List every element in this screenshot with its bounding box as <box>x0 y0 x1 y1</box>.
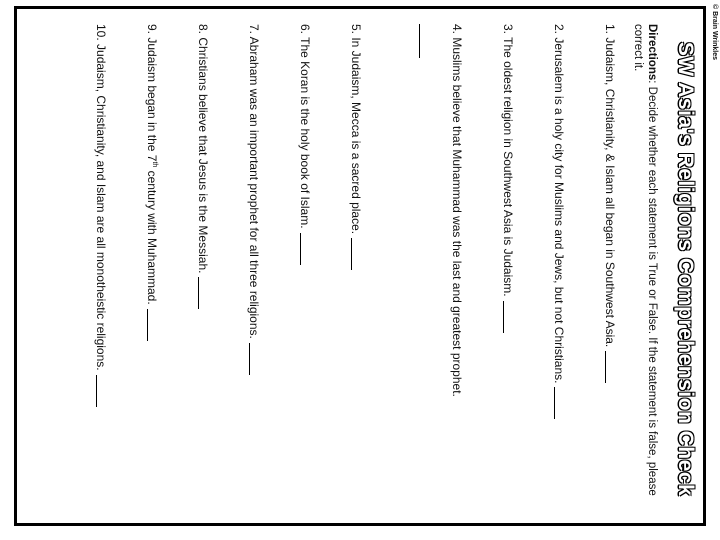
question-3 <box>500 24 515 524</box>
question-text: 6. The Koran is the holy book of Islam. <box>298 24 312 229</box>
question-text: 3. The oldest religion in Southwest Asia is Judaism. <box>501 24 515 297</box>
question-10 <box>93 24 108 524</box>
question-9 <box>144 24 159 524</box>
question-text: 1. Judaism, Christianity, & Islam all began in Southwest Asia. <box>603 24 617 348</box>
directions-label: Directions <box>646 24 658 81</box>
question-text: 7. Abraham was an important prophet for all three religions. <box>247 24 261 339</box>
question-5 <box>348 24 363 524</box>
question-text: 2. Jerusalem is a holy city for Muslims and Jews, but not Christians. <box>552 24 566 384</box>
worksheet-frame <box>14 6 706 526</box>
directions <box>631 24 659 514</box>
answer-blank[interactable] <box>198 277 200 309</box>
question-text-start: 9. Judaism began in the 7 <box>145 24 159 162</box>
copyright-credit: © Brain Wrinkles <box>711 4 718 60</box>
question-text: 8. Christians believe that Jesus is the Messiah. <box>196 24 210 274</box>
question-1 <box>602 24 617 524</box>
question-text: 10. Judaism, Christianity, and Islam are all monotheistic religions. <box>94 24 108 371</box>
question-text-end: century with Muhammad. <box>145 167 159 305</box>
answer-blank[interactable] <box>147 309 149 341</box>
answer-blank[interactable] <box>351 238 353 270</box>
question-4 <box>416 24 464 524</box>
question-2 <box>551 24 566 524</box>
directions-text: : Decide whether each statement is True or False. If the statement is false, please correct it. <box>632 24 658 496</box>
answer-blank[interactable] <box>419 24 421 58</box>
question-8 <box>195 24 210 524</box>
question-text: 5. In Judaism, Mecca is a sacred place. <box>349 24 363 235</box>
question-text: 4. Muslims believe that Muhammad was the last and greatest prophet. <box>450 24 464 397</box>
answer-blank[interactable] <box>554 387 556 419</box>
answer-blank[interactable] <box>605 351 607 383</box>
question-6 <box>297 24 312 524</box>
answer-blank[interactable] <box>96 375 98 407</box>
answer-blank[interactable] <box>503 301 505 333</box>
answer-blank[interactable] <box>300 233 302 265</box>
page-title: SW Asia's Religions Comprehension Check <box>674 41 697 497</box>
ordinal-suffix: th <box>151 161 158 168</box>
answer-blank[interactable] <box>249 343 251 375</box>
question-7 <box>246 24 261 524</box>
